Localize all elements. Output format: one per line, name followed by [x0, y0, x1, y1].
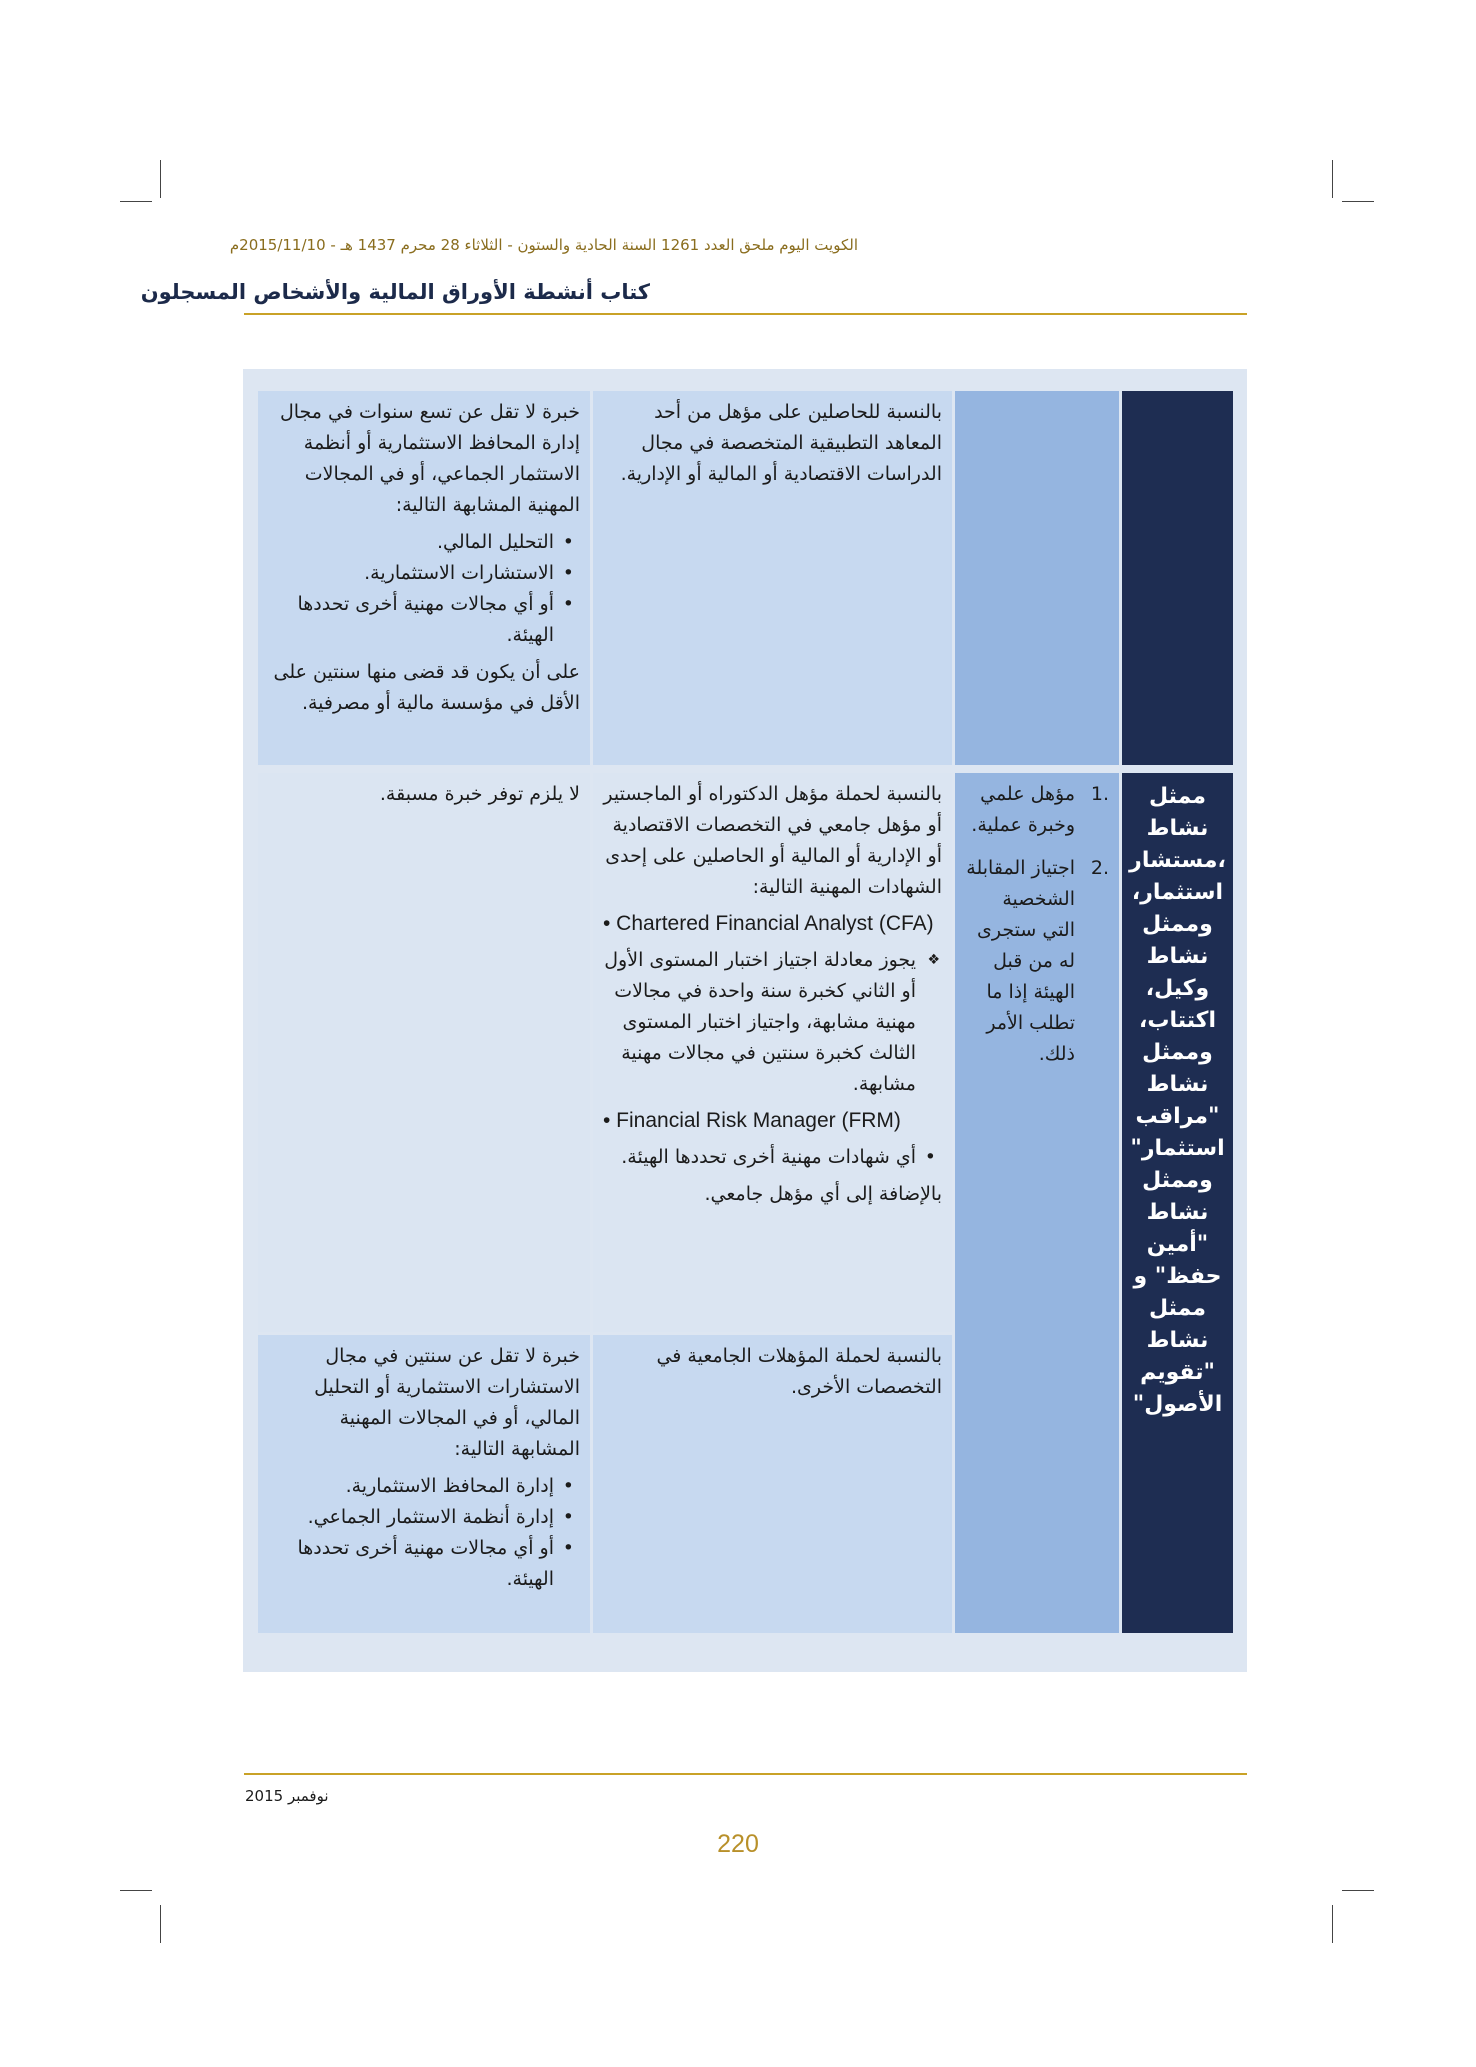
row2-experience-cell [258, 1335, 590, 1633]
cfa-note-text: يجوز معادلة اجتياز اختبار المستوى الأول أو الثاني كخبرة سنة واحدة في مجالات مهنية مشابهة، واجتياز اختبار المستوى الثالث كخبرة سنتين في مجالات مهنية مشابهة. [604, 949, 916, 1095]
list-item [965, 853, 1109, 1070]
item-text: اجتياز المقابلة الشخصية التي ستجرى له من قبل الهيئة إذا ما تطلب الأمر ذلك. [966, 857, 1075, 1065]
crop-mark [1332, 160, 1333, 198]
block1-activity-cell [1122, 391, 1233, 765]
page-number: 220 [717, 1830, 759, 1858]
crop-mark [1342, 201, 1374, 202]
block1-experience-note: على أن يكون قد قضى منها سنتين على الأقل في مؤسسة مالية أو مصرفية. [273, 661, 580, 714]
crop-mark [160, 1905, 161, 1943]
list-item: • إدارة أنظمة الاستثمار الجماعي. [268, 1502, 580, 1533]
row1-other-cert-note: بالإضافة إلى أي مؤهل جامعي. [704, 1183, 942, 1205]
crop-mark [120, 1890, 152, 1891]
row2-qualification: بالنسبة لحملة المؤهلات الجامعية في التخصصات الأخرى. [656, 1345, 942, 1398]
list-item: • أي شهادات مهنية أخرى تحددها الهيئة. [603, 1142, 942, 1173]
row1-experience: لا يلزم توفر خبرة مسبقة. [379, 783, 580, 805]
row1-qualification-cell [593, 773, 952, 1332]
block2-activity: ممثل نشاط ،مستشار استثمار، وممثل نشاط وكيل، اكتتاب، وممثل نشاط "مراقب استثمار" وممثل نشاط "أمين حفظ" و ممثل نشاط "تقويم الأصول" [1129, 784, 1226, 1417]
frm-certificate: • Financial Risk Manager (FRM) [603, 1109, 901, 1132]
diamond-bullet-icon: ❖ [927, 952, 940, 968]
list-item: • أو أي مجالات مهنية أخرى تحددها الهيئة. [268, 589, 580, 651]
running-head: الكويت اليوم ملحق العدد 1261 السنة الحادية والستون - الثلاثاء 28 محرم 1437 هـ - 2015/11/10م [229, 236, 858, 254]
row2-experience-intro: خبرة لا تقل عن سنتين في مجال الاستشارات الاستثمارية أو التحليل المالي، أو في المجالات المهنية المشابهة التالية: [314, 1345, 580, 1460]
crop-mark [120, 201, 152, 202]
block1-experience-cell [258, 391, 590, 765]
block2-requirements-cell [955, 773, 1119, 1633]
crop-mark [1342, 1890, 1374, 1891]
list-item: • التحليل المالي. [268, 527, 580, 558]
crop-mark [1332, 1905, 1333, 1943]
block2-activity-cell [1122, 773, 1233, 1633]
block1-experience-intro: خبرة لا تقل عن تسع سنوات في مجال إدارة المحافظ الاستثمارية أو أنظمة الاستثمار الجماعي، أو في المجالات المهنية المشابهة التالية: [279, 401, 580, 516]
block1-qualification: بالنسبة للحاصلين على مؤهل من أحد المعاهد التطبيقية المتخصصة في مجال الدراسات الاقتصادية أو المالية أو الإدارية. [620, 401, 942, 485]
block2-requirements-list [965, 779, 1109, 1070]
list-item: • أو أي مجالات مهنية أخرى تحددها الهيئة. [268, 1533, 580, 1595]
list-item: • الاستشارات الاستثمارية. [268, 558, 580, 589]
row2-qualification-cell [593, 1335, 952, 1633]
block1-requirements-cell [955, 391, 1119, 765]
footer-date: نوفمبر 2015 [245, 1787, 329, 1805]
item-number: 2. [1090, 857, 1109, 879]
list-item: • إدارة المحافظ الاستثمارية. [268, 1471, 580, 1502]
item-text: مؤهل علمي وخبرة عملية. [971, 783, 1075, 836]
header-rule [244, 313, 1247, 315]
book-title: كتاب أنشطة الأوراق المالية والأشخاص المسجلون [140, 280, 650, 304]
list-item [965, 779, 1109, 841]
row2-experience-list [268, 1471, 580, 1595]
cfa-certificate: • Chartered Financial Analyst (CFA) [603, 912, 934, 935]
block1-qualification-cell [593, 391, 952, 765]
item-number: 1. [1090, 783, 1109, 805]
crop-mark [160, 160, 161, 198]
row1-qualification-intro: بالنسبة لحملة مؤهل الدكتوراه أو الماجستير أو مؤهل جامعي في التخصصات الاقتصادية أو الإدارية أو المالية أو الحاصلين على إحدى الشهادات المهنية التالية: [603, 783, 942, 898]
row1-experience-cell [258, 773, 590, 1332]
footer-rule [244, 1773, 1247, 1775]
row1-other-cert-list [603, 1142, 942, 1173]
cfa-note [603, 945, 942, 1100]
block1-experience-list [268, 527, 580, 651]
